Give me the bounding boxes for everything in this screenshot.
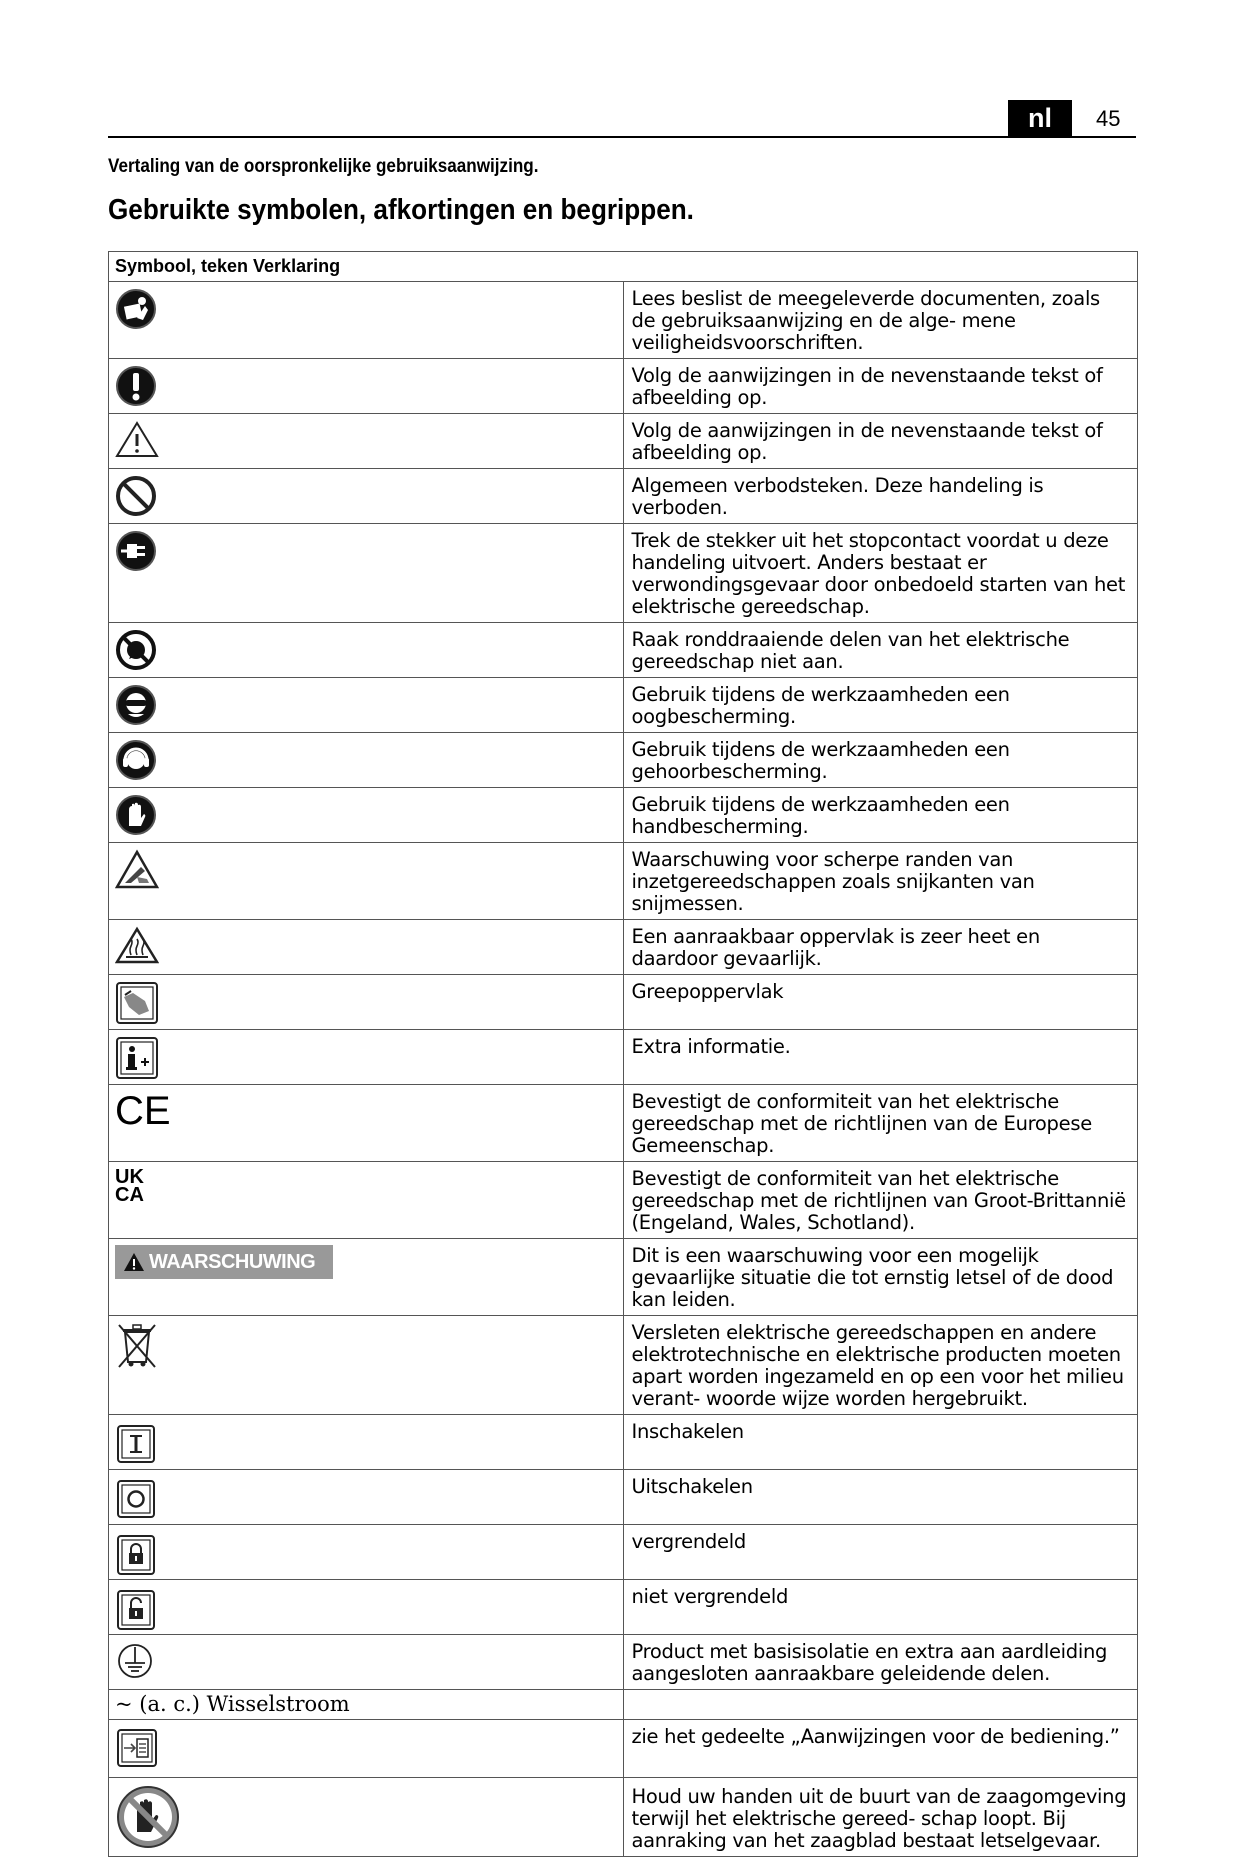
symbol-cell <box>109 1778 624 1857</box>
table-row <box>109 1470 1138 1525</box>
symbols-table <box>108 251 1138 1857</box>
warning-label-icon <box>115 1245 333 1279</box>
description: Versleten elektrische gereedschappen en andere elektrotechnische en elektrische producten moeten apart worden ingezameld en op een voor het milieu verant- woorde wijze worden hergebruikt. <box>623 1316 1138 1415</box>
symbol-cell <box>109 920 624 975</box>
ce-mark-icon: CE <box>115 1089 171 1133</box>
symbol-cell <box>109 469 624 524</box>
table-row <box>109 1316 1138 1415</box>
symbol-cell <box>109 1525 624 1580</box>
description: Trek de stekker uit het stopcontact voordat u deze handeling uitvoert. Anders bestaat er verwondingsgevaar door onbedoeld starten van het elektrische gereedschap. <box>623 524 1138 623</box>
table-row <box>109 843 1138 920</box>
page-title: Gebruikte symbolen, afkortingen en begrippen. <box>108 194 694 226</box>
symbol-cell <box>109 524 624 623</box>
table-row <box>109 1690 1138 1720</box>
table-row <box>109 359 1138 414</box>
keep-hands-away-icon <box>115 1784 181 1850</box>
symbol-cell <box>109 1162 624 1239</box>
description: Bevestigt de conformiteit van het elektrische gereedschap met de richtlijnen van Groot-Brittannië (Engeland, Wales, Schotland). <box>623 1162 1138 1239</box>
description: Gebruik tijdens de werkzaamheden een handbescherming. <box>623 788 1138 843</box>
symbol-cell <box>109 1720 624 1778</box>
description: Gebruik tijdens de werkzaamheden een oogbescherming. <box>623 678 1138 733</box>
header-rule <box>108 136 1136 138</box>
hand-protection-icon <box>115 794 157 836</box>
table-row <box>109 469 1138 524</box>
description: Gebruik tijdens de werkzaamheden een gehoorbescherming. <box>623 733 1138 788</box>
warning-triangle-icon <box>115 420 159 458</box>
document-subtitle: Vertaling van de oorspronkelijke gebruiksaanwijzing. <box>108 156 539 177</box>
table-row <box>109 414 1138 469</box>
description: Raak ronddraaiende delen van het elektrische gereedschap niet aan. <box>623 623 1138 678</box>
earth-ground-icon <box>115 1641 155 1681</box>
hearing-protection-icon <box>115 739 157 781</box>
table-row <box>109 1525 1138 1580</box>
table-row <box>109 282 1138 359</box>
power-off-icon <box>115 1476 157 1518</box>
description: Volg de aanwijzingen in de nevenstaande tekst of afbeelding op. <box>623 414 1138 469</box>
description: Waarschuwing voor scherpe randen van inzetgereedschappen zoals snijkanten van snijmessen. <box>623 843 1138 920</box>
symbol-cell <box>109 1085 624 1162</box>
symbol-cell <box>109 1030 624 1085</box>
grip-surface-icon <box>115 981 159 1025</box>
symbol-cell <box>109 414 624 469</box>
ac-symbol: ~ (a. c.) Wisselstroom <box>109 1690 624 1720</box>
table-row <box>109 788 1138 843</box>
table-row <box>109 1085 1138 1162</box>
ukca-mark-icon: UK CA <box>115 1166 144 1206</box>
description: Dit is een waarschuwing voor een mogelijk gevaarlijke situatie die tot ernstig letsel of de dood kan leiden. <box>623 1239 1138 1316</box>
symbol-cell <box>109 1580 624 1635</box>
prohibition-icon <box>115 475 157 517</box>
table-row <box>109 1239 1138 1316</box>
no-touch-rotating-icon <box>115 629 157 671</box>
description: Inschakelen <box>623 1415 1138 1470</box>
description: Greepoppervlak <box>623 975 1138 1030</box>
table-row <box>109 678 1138 733</box>
description: niet vergrendeld <box>623 1580 1138 1635</box>
sharp-edges-icon <box>115 849 159 891</box>
symbol-cell <box>109 1635 624 1690</box>
description: vergrendeld <box>623 1525 1138 1580</box>
table-row <box>109 1778 1138 1857</box>
warning-small-icon <box>123 1252 145 1272</box>
table-row <box>109 733 1138 788</box>
symbol-cell <box>109 1415 624 1470</box>
description: zie het gedeelte „Aanwijzingen voor de bediening.” <box>623 1720 1138 1778</box>
read-manual-icon <box>115 288 157 330</box>
mandatory-exclamation-icon <box>115 365 157 407</box>
language-badge: nl <box>1008 100 1072 136</box>
symbol-cell <box>109 282 624 359</box>
symbol-cell <box>109 843 624 920</box>
unlocked-icon <box>115 1586 157 1630</box>
table-row <box>109 524 1138 623</box>
warning-label-text: WAARSCHUWING <box>149 1250 316 1273</box>
hot-surface-icon <box>115 926 159 964</box>
info-plus-icon <box>115 1036 159 1080</box>
description: Extra informatie. <box>623 1030 1138 1085</box>
description: Product met basisisolatie en extra aan aardleiding aangesloten aanraakbare geleidende delen. <box>623 1635 1138 1690</box>
symbol-cell <box>109 1316 624 1415</box>
description: Bevestigt de conformiteit van het elektrische gereedschap met de richtlijnen van de Europese Gemeenschap. <box>623 1085 1138 1162</box>
symbol-cell <box>109 733 624 788</box>
symbol-cell <box>109 975 624 1030</box>
locked-icon <box>115 1531 157 1575</box>
symbol-cell <box>109 359 624 414</box>
symbol-cell <box>109 678 624 733</box>
description: Houd uw handen uit de buurt van de zaagomgeving terwijl het elektrische gereed- schap loopt. Bij aanraking van het zaagblad bestaat letselgevaar. <box>623 1778 1138 1857</box>
description: Een aanraakbaar oppervlak is zeer heet en daardoor gevaarlijk. <box>623 920 1138 975</box>
see-section-icon <box>115 1726 159 1768</box>
description: Uitschakelen <box>623 1470 1138 1525</box>
eye-protection-icon <box>115 684 157 726</box>
symbol-cell <box>109 1470 624 1525</box>
weee-bin-icon <box>115 1322 159 1370</box>
description <box>623 1690 1138 1720</box>
table-row <box>109 1415 1138 1470</box>
page-number: 45 <box>1096 106 1121 131</box>
unplug-icon <box>115 530 157 572</box>
description: Lees beslist de meegeleverde documenten, zoals de gebruiksaanwijzing en de alge- mene veiligheidsvoorschriften. <box>623 282 1138 359</box>
power-on-icon <box>115 1421 157 1463</box>
table-row <box>109 1162 1138 1239</box>
table-row <box>109 1030 1138 1085</box>
table-row <box>109 623 1138 678</box>
symbol-cell <box>109 623 624 678</box>
symbol-cell <box>109 788 624 843</box>
table-row <box>109 975 1138 1030</box>
description: Algemeen verbodsteken. Deze handeling is verboden. <box>623 469 1138 524</box>
table-row <box>109 1635 1138 1690</box>
table-row <box>109 1580 1138 1635</box>
table-row <box>109 920 1138 975</box>
symbol-cell <box>109 1239 624 1316</box>
table-header-row <box>109 252 1138 282</box>
table-header: Symbool, teken Verklaring <box>109 252 1138 282</box>
table-row <box>109 1720 1138 1778</box>
description: Volg de aanwijzingen in de nevenstaande tekst of afbeelding op. <box>623 359 1138 414</box>
